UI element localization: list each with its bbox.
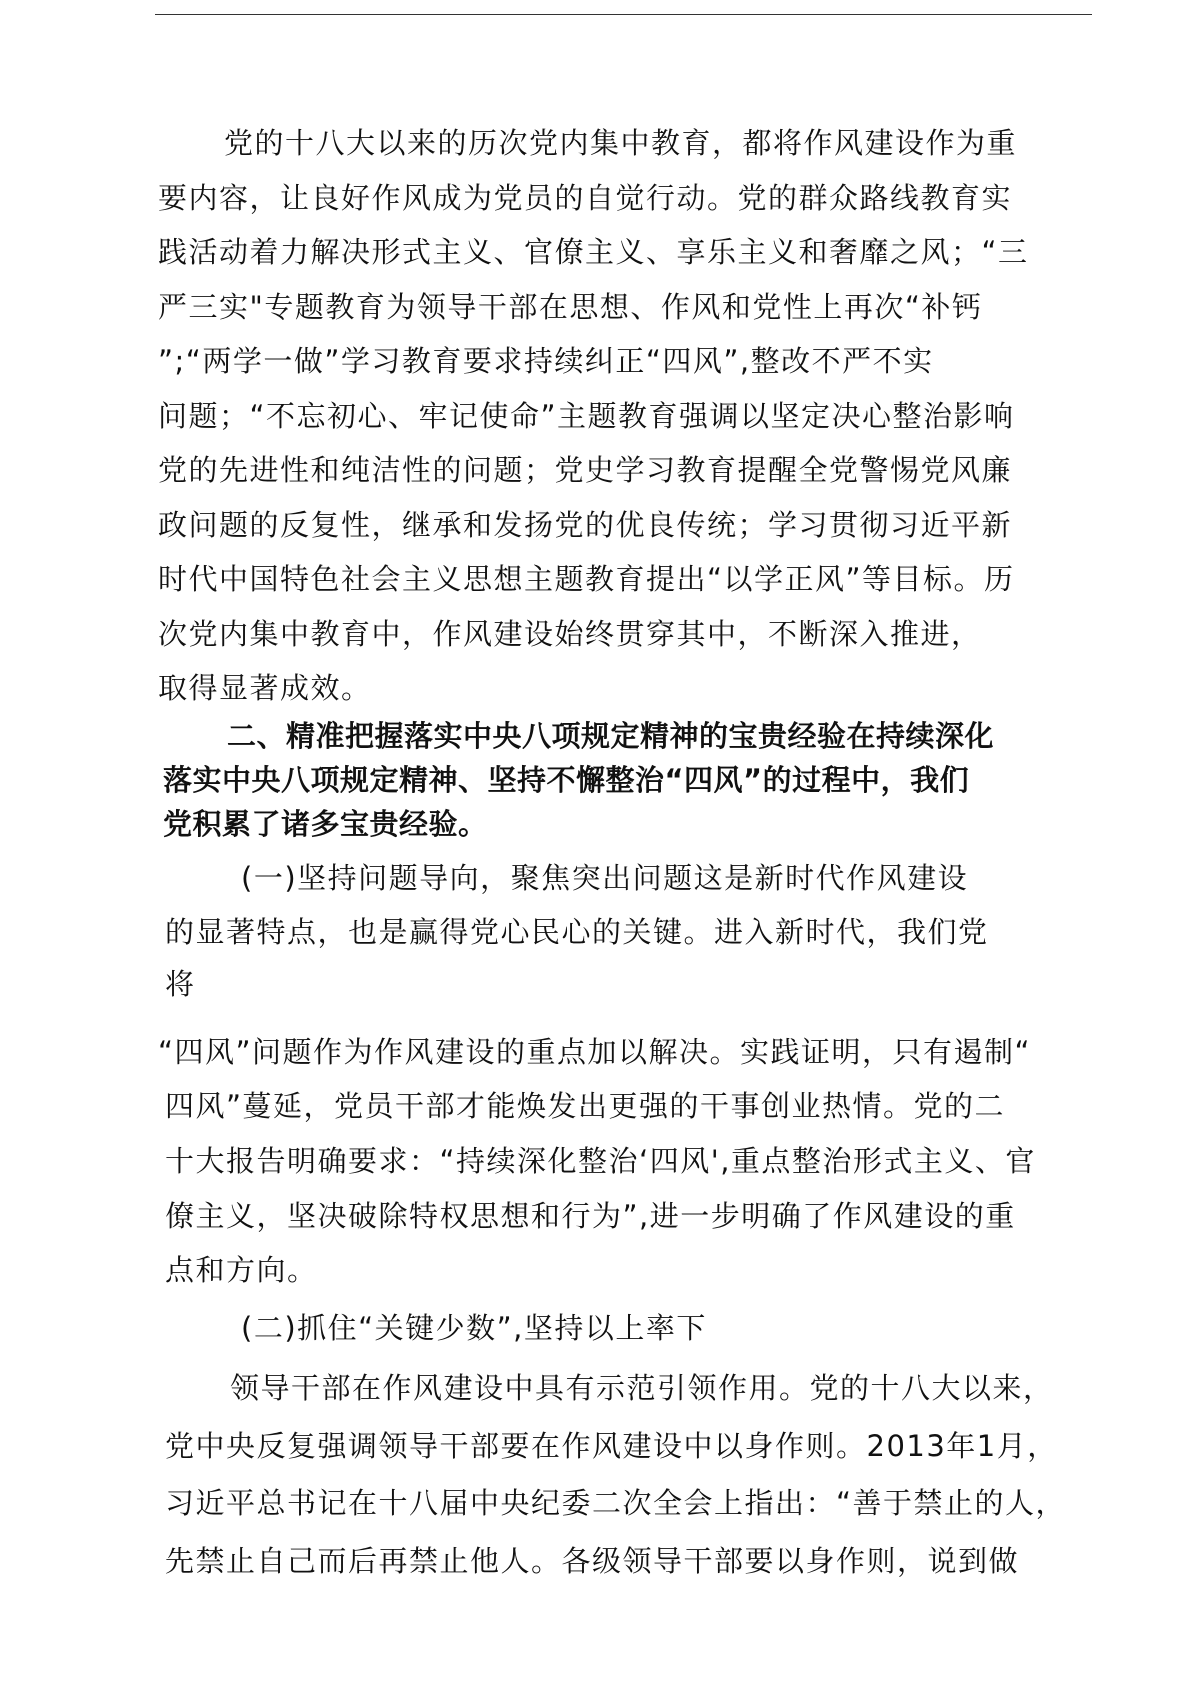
paragraph-line: 点和方向。: [165, 1253, 318, 1287]
paragraph-line: 僚主义，坚决破除特权思想和行为”,进一步明确了作风建设的重: [165, 1199, 1016, 1233]
header-rule: [155, 14, 1092, 15]
paragraph-line: 先禁止自己而后再禁止他人。各级领导干部要以身作则，说到做: [165, 1544, 1020, 1578]
paragraph-line: 党中央反复强调领导干部要在作风建设中以身作则。2013年1月，: [165, 1429, 1058, 1463]
paragraph-line: ”;“两学一做”学习教育要求持续纠正“四风”,整改不严不实: [158, 344, 934, 378]
paragraph-line: 四风”蔓延，党员干部才能焕发出更强的干事创业热情。党的二: [165, 1089, 1006, 1123]
paragraph-line: 习近平总书记在十八届中央纪委二次全会上指出：“善于禁止的人，: [165, 1486, 1067, 1520]
subsection-title: (二)抓住“关键少数”,坚持以上率下: [241, 1311, 707, 1345]
paragraph-line: 问题；“不忘初心、牢记使命”主题教育强调以坚定决心整治影响: [158, 399, 1015, 433]
paragraph-line: 时代中国特色社会主义思想主题教育提出“以学正风”等目标。历: [158, 562, 1015, 596]
paragraph-line: 要内容，让良好作风成为党员的自觉行动。党的群众路线教育实: [158, 181, 1013, 215]
paragraph-line: 政问题的反复性，继承和发扬党的优良传统；学习贯彻习近平新: [158, 508, 1013, 542]
paragraph-line: 践活动着力解决形式主义、官僚主义、享乐主义和奢靡之风；“三: [158, 235, 1029, 269]
paragraph-line: 党的先进性和纯洁性的问题；党史学习教育提醒全党警惕党风廉: [158, 453, 1013, 487]
section-heading-line: 二、精准把握落实中央八项规定精神的宝贵经验在持续深化: [227, 719, 995, 753]
paragraph-line: 将: [165, 967, 196, 1001]
paragraph-line: 取得显著成效。: [158, 671, 372, 705]
paragraph-line: 次党内集中教育中，作风建设始终贯穿其中，不断深入推进，: [158, 617, 982, 651]
paragraph-line: (一)坚持问题导向，聚焦突出问题这是新时代作风建设: [241, 861, 969, 895]
section-heading-line: 落实中央八项规定精神、坚持不懈整治“四风”的过程中，我们: [163, 763, 970, 797]
paragraph-line: 领导干部在作风建设中具有示范引领作用。党的十八大以来，: [230, 1371, 1054, 1405]
paragraph-line: 党的十八大以来的历次党内集中教育，都将作风建设作为重: [224, 126, 1018, 160]
paragraph-line: “四风”问题作为作风建设的重点加以解决。实践证明，只有遏制“: [158, 1035, 1032, 1069]
paragraph-line: 十大报告明确要求：“持续深化整治‘四风',重点整治形式主义、官: [165, 1144, 1036, 1178]
paragraph-line: 严三实"专题教育为领导干部在思想、作风和党性上再次“补钙: [158, 290, 983, 324]
section-heading-line: 党积累了诸多宝贵经验。: [163, 807, 488, 841]
paragraph-line: 的显著特点，也是赢得党心民心的关键。进入新时代，我们党: [165, 915, 989, 949]
